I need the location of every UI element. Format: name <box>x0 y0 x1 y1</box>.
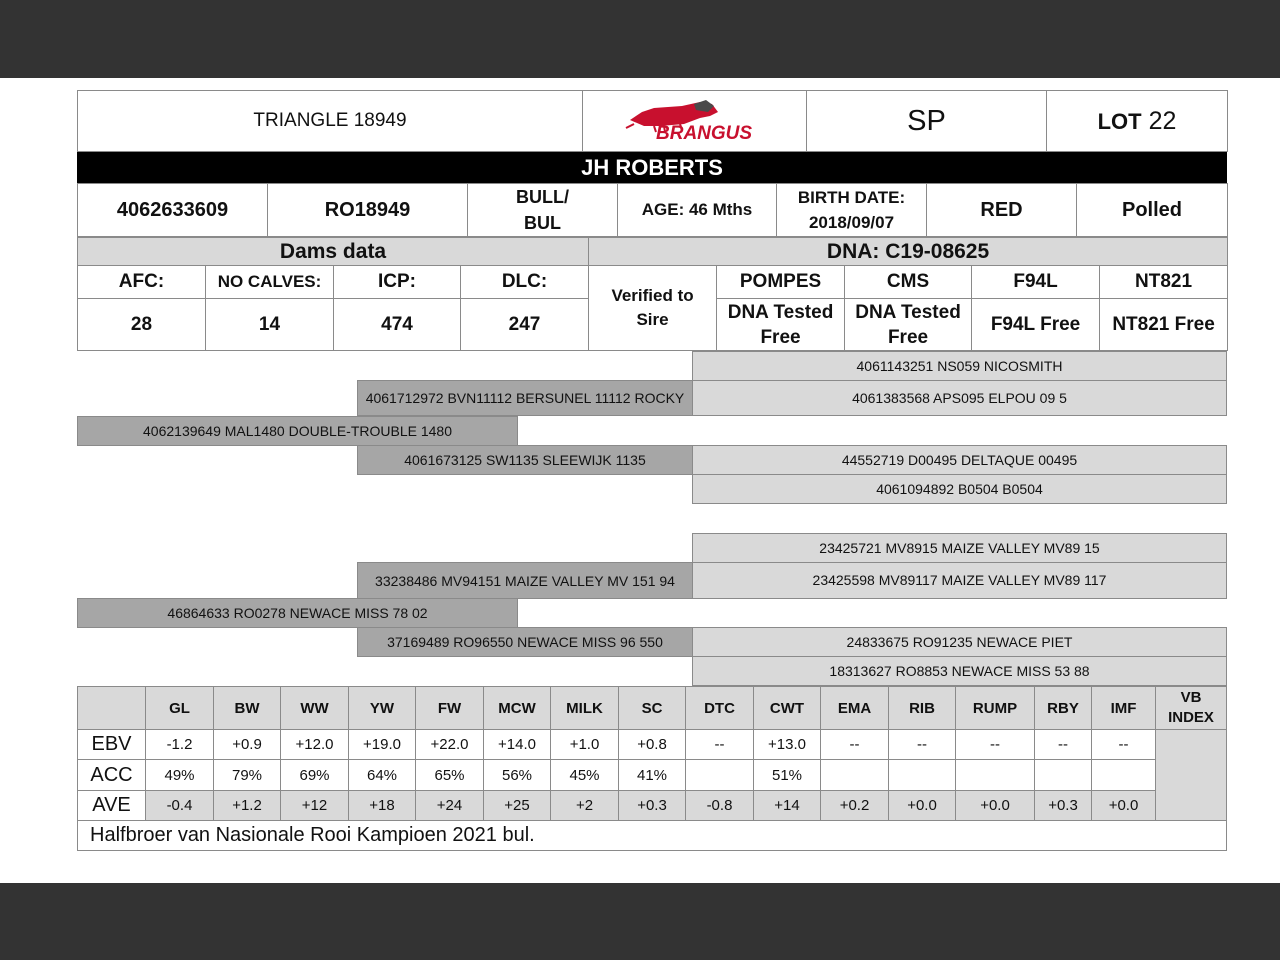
row-label-acc: ACC <box>78 760 146 791</box>
ave-cell: +0.3 <box>619 791 686 821</box>
sex-line1: BULL/ <box>516 187 569 207</box>
pedigree-sire: 4062139649 MAL1480 DOUBLE-TROUBLE 1480 <box>77 416 518 446</box>
birth-label: BIRTH DATE: <box>797 188 906 207</box>
pedigree-dam-dam-dam: 18313627 RO8853 NEWACE MISS 53 88 <box>692 656 1227 686</box>
afc-value: 28 <box>78 299 206 351</box>
bull-logo-icon <box>620 94 770 144</box>
ebv-col-cwt: CWT <box>754 687 821 730</box>
pedigree-sire-dam-sire: 44552719 D00495 DELTAQUE 00495 <box>692 445 1227 475</box>
dna-result-f94l: F94L Free <box>972 299 1100 351</box>
icp-header: ICP: <box>334 266 461 299</box>
ave-cell: +2 <box>551 791 619 821</box>
sex-cell <box>468 184 618 237</box>
id-row <box>77 183 1228 237</box>
ebv-cell: -1.2 <box>146 730 214 760</box>
ebv-col-yw: YW <box>349 687 416 730</box>
dams-data-title: Dams data <box>78 238 589 266</box>
horn-status-cell: Polled <box>1077 184 1228 237</box>
ave-cell: +25 <box>484 791 551 821</box>
code-cell: SP <box>807 91 1047 152</box>
ebv-col-rump: RUMP <box>956 687 1035 730</box>
pedigree-dam-dam: 37169489 RO96550 NEWACE MISS 96 550 <box>357 627 693 657</box>
pedigree-dam-dam-sire: 24833675 RO91235 NEWACE PIET <box>692 627 1227 657</box>
afc-header: AFC: <box>78 266 206 299</box>
pedigree-dam-sire-dam: 23425598 MV89117 MAIZE VALLEY MV89 117 <box>692 562 1227 599</box>
ebv-cell: -- <box>1092 730 1156 760</box>
ave-cell: -0.4 <box>146 791 214 821</box>
row-label-ave: AVE <box>78 791 146 821</box>
ave-cell: +0.2 <box>821 791 889 821</box>
ebv-header-row <box>78 687 1227 730</box>
ave-cell: +0.0 <box>1092 791 1156 821</box>
colour-cell: RED <box>927 184 1077 237</box>
icp-value: 474 <box>334 299 461 351</box>
dna-test-name-f94l: F94L <box>972 266 1100 299</box>
ebv-cell: +1.0 <box>551 730 619 760</box>
ebv-row-ebv <box>78 730 1227 760</box>
ave-cell: +1.2 <box>214 791 281 821</box>
acc-cell: 45% <box>551 760 619 791</box>
birth-date: 2018/09/07 <box>808 213 895 232</box>
ebv-cell: -- <box>1035 730 1092 760</box>
comment: Halfbroer van Nasionale Rooi Kampioen 2021 bul. <box>77 820 1227 851</box>
animal-name: TRIANGLE 18949 <box>78 91 583 152</box>
acc-cell <box>1035 760 1092 791</box>
ebv-row-acc <box>78 760 1227 791</box>
ave-cell: +0.0 <box>956 791 1035 821</box>
ebv-col-rby: RBY <box>1035 687 1092 730</box>
lot-number: 22 <box>1148 106 1177 135</box>
acc-cell: 69% <box>281 760 349 791</box>
ebv-cell: -- <box>821 730 889 760</box>
ebv-cell: +13.0 <box>754 730 821 760</box>
acc-cell: 49% <box>146 760 214 791</box>
ebv-col-ww: WW <box>281 687 349 730</box>
ebv-cell: +12.0 <box>281 730 349 760</box>
pedigree-sire-sire-sire: 4061143251 NS059 NICOSMITH <box>692 351 1227 381</box>
acc-cell <box>821 760 889 791</box>
age-cell: AGE: 46 Mths <box>618 184 777 237</box>
ave-cell: +18 <box>349 791 416 821</box>
acc-cell <box>1092 760 1156 791</box>
no-calves-value: 14 <box>206 299 334 351</box>
lot-label: LOT <box>1097 108 1142 134</box>
ebv-col-gl: GL <box>146 687 214 730</box>
ebv-col-vb-index: VB INDEX <box>1156 687 1227 730</box>
ebv-cell: +19.0 <box>349 730 416 760</box>
dna-test-name-nt821: NT821 <box>1100 266 1228 299</box>
acc-cell: 56% <box>484 760 551 791</box>
ebv-row-ave <box>78 791 1227 821</box>
ebv-col-bw: BW <box>214 687 281 730</box>
ave-cell: +14 <box>754 791 821 821</box>
birth-cell <box>777 184 927 237</box>
ebv-col-rib: RIB <box>889 687 956 730</box>
ebv-col-fw: FW <box>416 687 484 730</box>
acc-cell: 51% <box>754 760 821 791</box>
lot-cell <box>1047 91 1228 152</box>
verified-to-sire: Verified to Sire <box>589 266 717 351</box>
ave-cell: +0.3 <box>1035 791 1092 821</box>
no-calves-header: NO CALVES: <box>206 266 334 299</box>
dlc-value: 247 <box>461 299 589 351</box>
dna-result-nt821: NT821 Free <box>1100 299 1228 351</box>
vb-index-value <box>1156 730 1227 821</box>
ebv-cell: +0.8 <box>619 730 686 760</box>
acc-cell: 64% <box>349 760 416 791</box>
ebv-cell: -- <box>686 730 754 760</box>
ebv-cell: +14.0 <box>484 730 551 760</box>
ave-cell: +12 <box>281 791 349 821</box>
ebv-corner-cell <box>78 687 146 730</box>
pedigree-dam-sire: 33238486 MV94151 MAIZE VALLEY MV 151 94 <box>357 562 693 599</box>
acc-cell <box>956 760 1035 791</box>
sex-line2: BUL <box>524 213 561 233</box>
ebv-cell: +22.0 <box>416 730 484 760</box>
breeder-band: JH ROBERTS <box>77 152 1227 183</box>
dams-dna-table <box>77 237 1228 351</box>
herd-id: RO18949 <box>268 184 468 237</box>
ebv-table <box>77 686 1227 821</box>
pedigree-sire-sire-dam: 4061383568 APS095 ELPOU 09 5 <box>692 380 1227 416</box>
pedigree-dam-sire-sire: 23425721 MV8915 MAIZE VALLEY MV89 15 <box>692 533 1227 563</box>
ebv-col-ema: EMA <box>821 687 889 730</box>
ave-cell: -0.8 <box>686 791 754 821</box>
row-label-ebv: EBV <box>78 730 146 760</box>
pedigree-sire-dam: 4061673125 SW1135 SLEEWIJK 1135 <box>357 445 693 475</box>
ebv-cell: -- <box>889 730 956 760</box>
ebv-col-mcw: MCW <box>484 687 551 730</box>
dna-test-name-cms: CMS <box>845 266 972 299</box>
dna-result-pompes: DNA Tested Free <box>717 299 845 351</box>
ebv-col-dtc: DTC <box>686 687 754 730</box>
ebv-col-milk: MILK <box>551 687 619 730</box>
ebv-col-imf: IMF <box>1092 687 1156 730</box>
acc-cell: 65% <box>416 760 484 791</box>
pedigree-dam: 46864633 RO0278 NEWACE MISS 78 02 <box>77 598 518 628</box>
reg-number: 4062633609 <box>78 184 268 237</box>
acc-cell: 41% <box>619 760 686 791</box>
pedigree-sire-dam-dam: 4061094892 B0504 B0504 <box>692 474 1227 504</box>
ebv-cell: -- <box>956 730 1035 760</box>
header-row <box>77 90 1228 152</box>
ebv-cell: +0.9 <box>214 730 281 760</box>
acc-cell <box>889 760 956 791</box>
logo-text: BRANGUS <box>655 122 752 144</box>
acc-cell <box>686 760 754 791</box>
acc-cell: 79% <box>214 760 281 791</box>
dna-result-cms: DNA Tested Free <box>845 299 972 351</box>
ebv-col-sc: SC <box>619 687 686 730</box>
ave-cell: +0.0 <box>889 791 956 821</box>
dna-title: DNA: C19-08625 <box>589 238 1228 266</box>
brangus-logo <box>583 91 807 152</box>
dna-test-name-pompes: POMPES <box>717 266 845 299</box>
pedigree-sire-sire: 4061712972 BVN11112 BERSUNEL 11112 ROCKY <box>357 380 693 416</box>
dlc-header: DLC: <box>461 266 589 299</box>
ave-cell: +24 <box>416 791 484 821</box>
